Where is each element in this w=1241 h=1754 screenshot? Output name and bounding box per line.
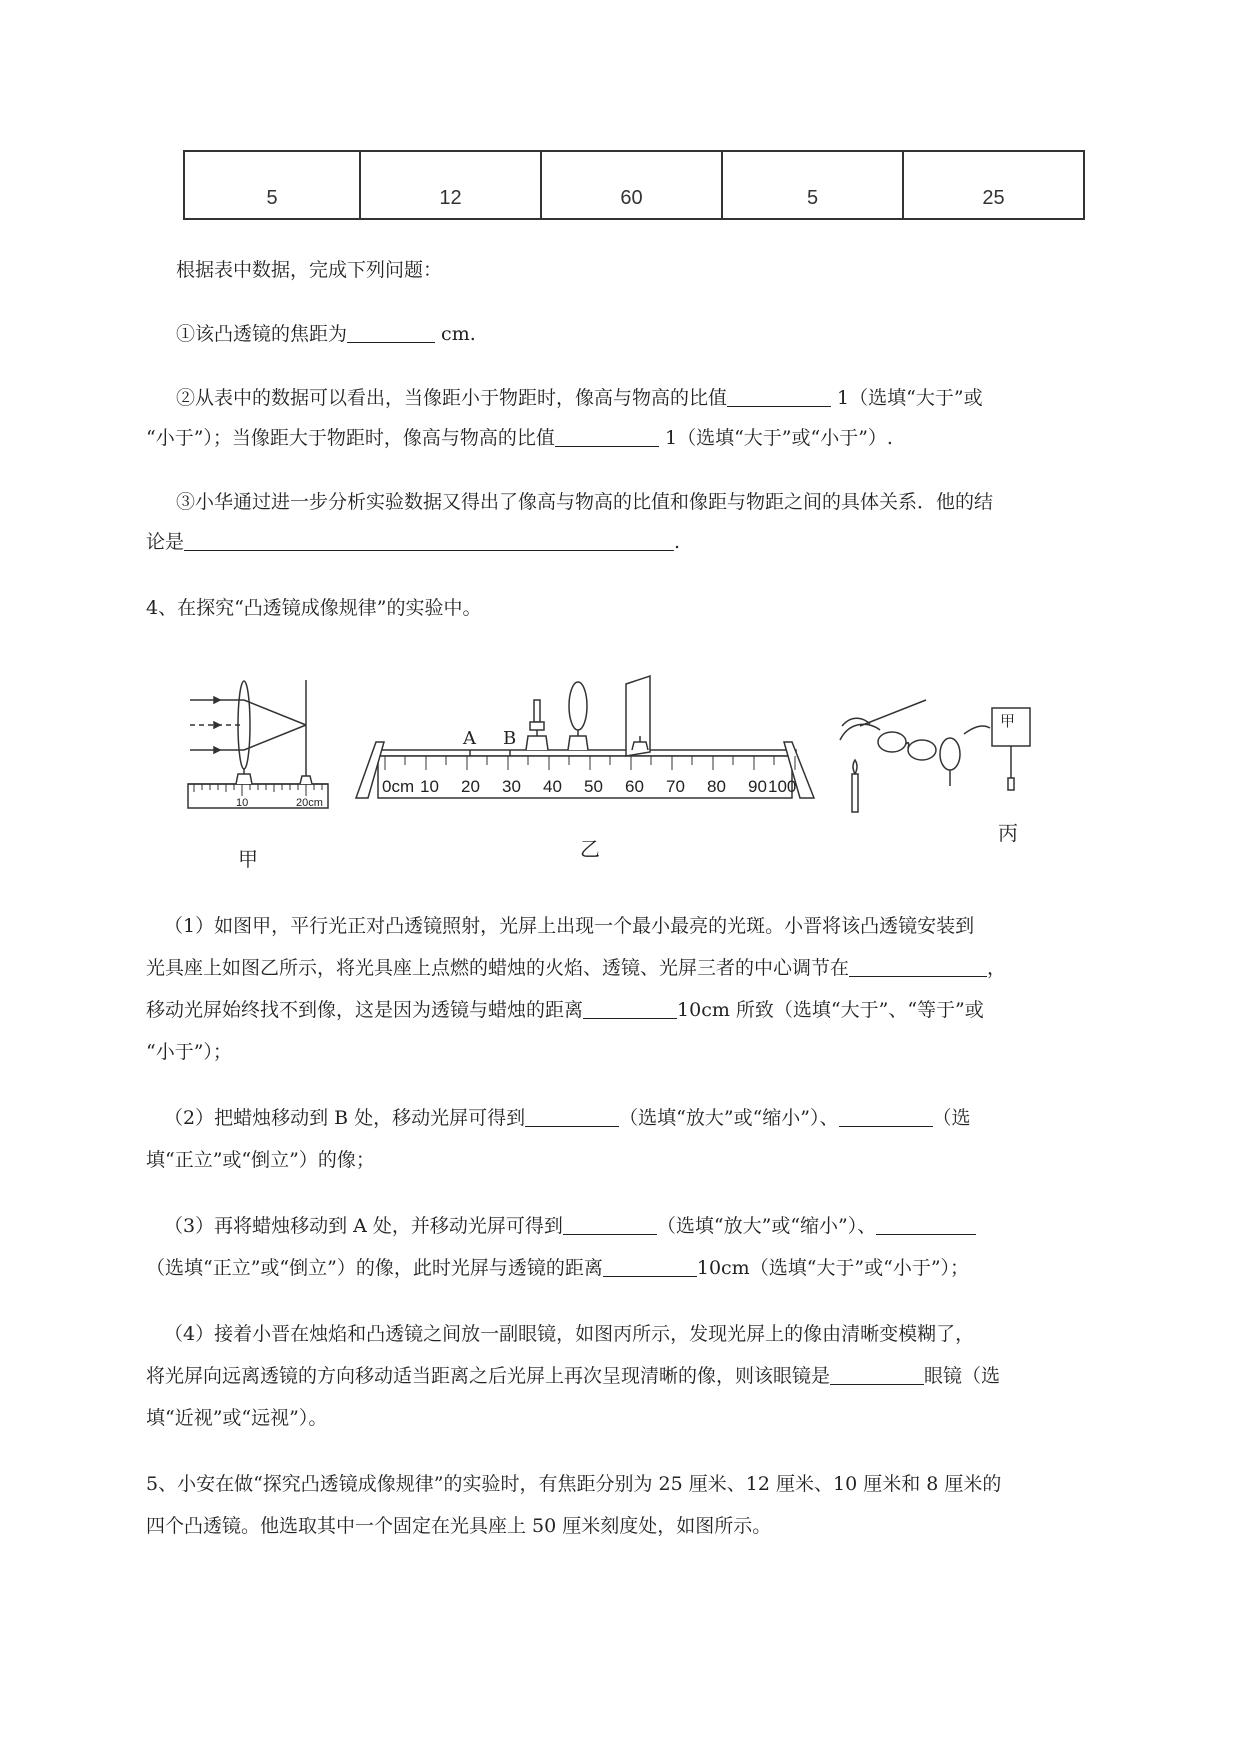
answer-blank[interactable] [603, 1256, 697, 1277]
q3-part2-line1 [176, 384, 983, 412]
q3-part2-line2 [146, 424, 893, 452]
q3-part2-option: 1（选填“大于”或 [831, 387, 983, 409]
q3-part3-text: 论是 [146, 531, 185, 553]
q5-line2: 四个凸透镜。他选取其中一个固定在光具座上 50 厘米刻度处，如图所示。 [146, 1515, 772, 1537]
scale-tick-label: 20 [461, 777, 480, 796]
scale-tick-label: 60 [625, 777, 644, 796]
q4-s2-text: （2）把蜡烛移动到 B 处，移动光屏可得到 [164, 1107, 526, 1129]
scale-tick-label: 100 [768, 777, 797, 796]
table-cell: 60 [541, 151, 722, 219]
scale-tick-label: 90 [748, 777, 767, 796]
q3-part2-text: “小于”）；当像距大于物距时，像高与物高的比值 [146, 427, 555, 449]
table-cell: 12 [360, 151, 541, 219]
q4-s2-line1 [164, 1104, 971, 1132]
q3-part1-unit: cm. [435, 323, 476, 345]
answer-blank[interactable] [583, 998, 677, 1019]
q3-part1-text: ①该凸透镜的焦距为 [176, 323, 348, 345]
q4-s1-punct: ， [987, 957, 1007, 979]
scale-tick-label: 50 [584, 777, 603, 796]
q4-s3-line2 [146, 1254, 969, 1282]
q4-s4-text: 将光屏向远离透镜的方向移动适当距离之后光屏上再次呈现清晰的像，则该眼镜是 [146, 1365, 831, 1387]
q4-title: 4、在探究“凸透镜成像规律”的实验中。 [146, 597, 482, 619]
table-row [184, 151, 1084, 219]
answer-blank[interactable] [555, 426, 659, 447]
q4-s4-option: 眼镜（选 [924, 1365, 1001, 1387]
optics-figure [180, 670, 1130, 870]
scale-tick-label: 40 [543, 777, 562, 796]
q4-s4-line3: 填“近视”或“远视”）。 [146, 1407, 328, 1429]
q4-s1-line3 [146, 996, 984, 1024]
q5-line1: 5、小安在做“探究凸透镜成像规律”的实验时，有焦距分别为 25 厘米、12 厘米、10 厘米和 8 厘米的 [146, 1473, 1002, 1495]
q4-s2-line2: 填“正立”或“倒立”）的像； [146, 1149, 375, 1171]
q4-s1-line4: “小于”）； [146, 1041, 232, 1063]
answer-blank[interactable] [830, 1364, 924, 1385]
q4-s2-option: （选 [932, 1107, 971, 1129]
answer-blank[interactable] [727, 386, 831, 407]
q4-s3-text: （选填“正立”或“倒立”）的像，此时光屏与透镜的距离 [146, 1257, 603, 1279]
scale-tick-label: 30 [502, 777, 521, 796]
scale-tick-label: 80 [707, 777, 726, 796]
q4-s1-option: 10cm 所致（选填“大于”、“等于”或 [677, 999, 984, 1021]
q4-s1-text: 移动光屏始终找不到像，这是因为透镜与蜡烛的距离 [146, 999, 584, 1021]
scale-tick-label: 0cm [382, 777, 415, 796]
data-table [183, 150, 1085, 220]
q3-part3-line1: ③小华通过进一步分析实验数据又得出了像高与物高的比值和像距与物距之间的具体关系．他的结 [176, 491, 994, 513]
answer-blank[interactable] [525, 1106, 619, 1127]
table-cell: 5 [722, 151, 903, 219]
q3-part2-text: ②从表中的数据可以看出，当像距小于物距时，像高与物高的比值 [176, 387, 728, 409]
table-cell: 5 [184, 151, 360, 219]
q3-intro: 根据表中数据，完成下列问题： [176, 259, 443, 281]
caption-yi: 乙 [580, 837, 600, 861]
scale-tick-label: 20cm [296, 797, 323, 809]
answer-blank[interactable] [839, 1106, 933, 1127]
figure-jia [188, 680, 328, 808]
q4-s3-line1 [164, 1212, 976, 1240]
scale-tick-label: 10 [236, 797, 249, 809]
answer-blank[interactable] [876, 1214, 976, 1235]
scale-tick-label: 10 [420, 777, 439, 796]
caption-bing: 丙 [998, 821, 1018, 845]
q3-part3-end: . [674, 531, 681, 553]
answer-blank[interactable] [184, 530, 674, 551]
scale-tick-label: 70 [666, 777, 685, 796]
caption-jia: 甲 [238, 847, 258, 870]
q3-part2-option: 1（选填“大于”或“小于”）. [658, 427, 893, 449]
q4-s1-line2 [146, 954, 1006, 982]
q4-s3-option: 10cm（选填“大于”或“小于”）； [696, 1257, 970, 1279]
q4-s1-line1: （1）如图甲，平行光正对凸透镜照射，光屏上出现一个最小最亮的光斑。小晋将该凸透镜安装到 [164, 915, 975, 937]
answer-blank[interactable] [849, 956, 987, 977]
answer-blank[interactable] [347, 322, 435, 343]
q4-s3-option: （选填“放大”或“缩小”）、 [656, 1215, 877, 1237]
q4-s4-line2 [146, 1362, 1000, 1390]
q4-s2-option: （选填“放大”或“缩小”）、 [619, 1107, 839, 1129]
q4-s4-line1: （4）接着小晋在烛焰和凸透镜之间放一副眼镜，如图丙所示，发现光屏上的像由清晰变模糊了， [164, 1323, 975, 1345]
q3-part3-line2 [146, 528, 680, 556]
answer-blank[interactable] [563, 1214, 657, 1235]
point-label-a: A [463, 728, 476, 749]
q4-s1-text: 光具座上如图乙所示，将光具座上点燃的蜡烛的火焰、透镜、光屏三者的中心调节在 [146, 957, 850, 979]
q3-part1 [176, 320, 476, 348]
q4-s3-text: （3）再将蜡烛移动到 A 处，并移动光屏可得到 [164, 1215, 563, 1237]
screen-label: 甲 [1000, 712, 1016, 730]
table-cell: 25 [903, 151, 1084, 219]
point-label-b: B [503, 728, 517, 749]
